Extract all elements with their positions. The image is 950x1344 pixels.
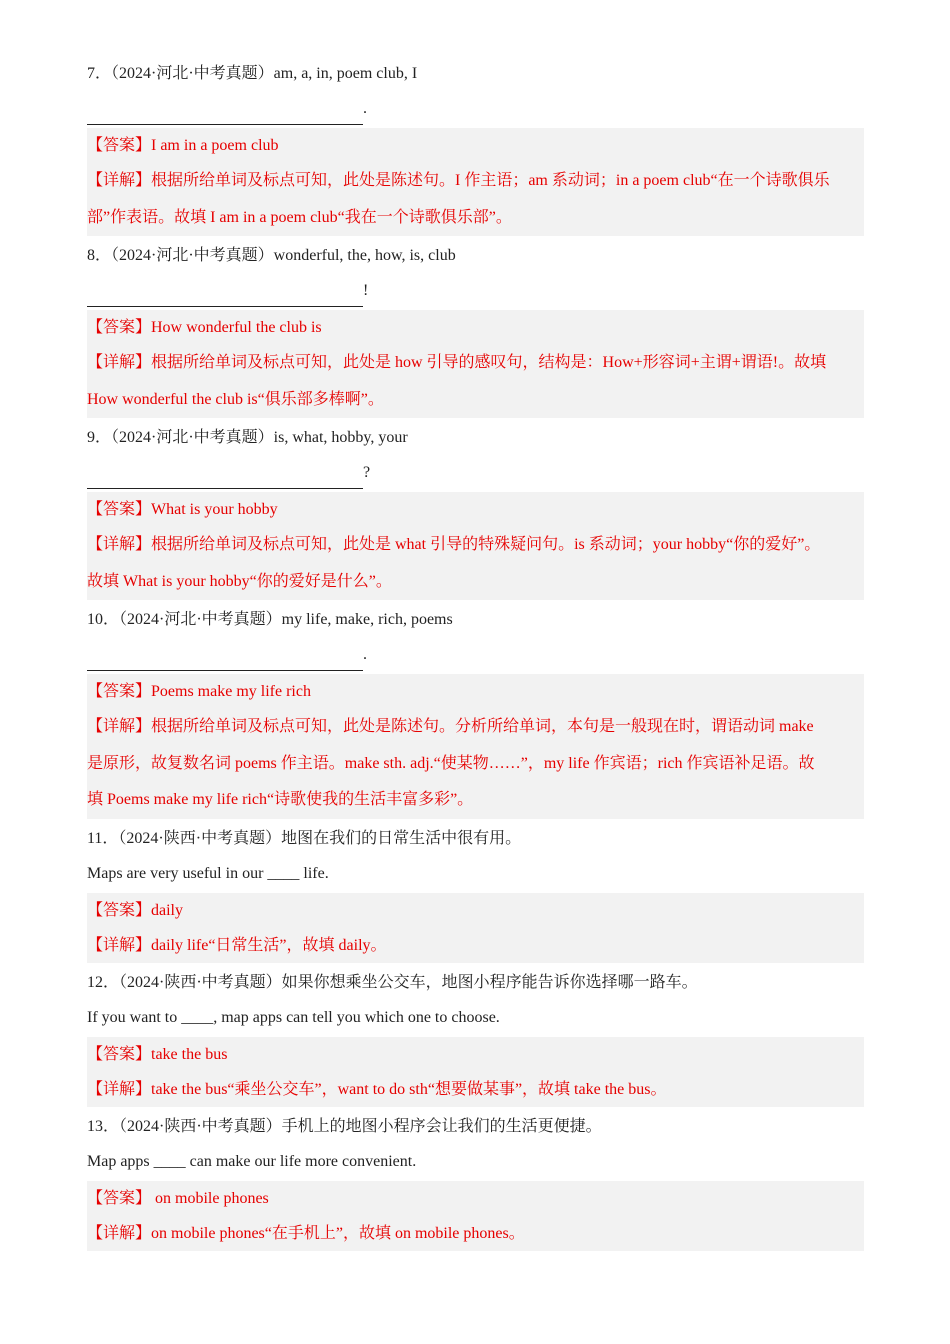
- end-punctuation: ?: [363, 464, 371, 481]
- answer-blank-line: [87, 637, 864, 672]
- question-prompt: 12．（2024·陕西·中考真题）如果你想乘坐公交车，地图小程序能告诉你选择哪一路车。: [87, 973, 698, 991]
- answer-text: 【答案】 on mobile phones: [87, 1189, 269, 1207]
- question-7: [87, 56, 864, 236]
- detail-line: 【详解】on mobile phones“在手机上”，故填 on mobile phones。: [87, 1224, 525, 1242]
- detail-line: 【详解】根据所给单词及标点可知，此处是 how 引导的感叹句，结构是：How+形容词+主谓+谓语!。故填: [87, 354, 827, 371]
- detail-line: 填 Poems make my life rich“诗歌使我的生活丰富多彩”。: [87, 791, 474, 808]
- answer-blank-line: [87, 91, 864, 126]
- detail-line: 是原形，故复数名词 poems 作主语。make sth. adj.“使某物……”，my life 作宾语；rich 作宾语补足语。故: [87, 754, 815, 772]
- question-sentence: Map apps ____ can make our life more convenient.: [87, 1152, 417, 1170]
- document-page: [87, 56, 864, 1253]
- answer-text: 【答案】Poems make my life rich: [87, 683, 311, 700]
- answer-text: 【答案】daily: [87, 901, 183, 919]
- question-9: [87, 420, 864, 600]
- detail-text: [87, 163, 864, 236]
- question-prompt: 7．（2024·河北·中考真题）am, a, in, poem club, I: [87, 65, 418, 82]
- blank-underline: [87, 305, 363, 307]
- end-punctuation: .: [363, 646, 367, 663]
- question-10: [87, 602, 864, 819]
- blank-underline: [87, 123, 363, 125]
- question-prompt: 11．（2024·陕西·中考真题）地图在我们的日常生活中很有用。: [87, 829, 522, 847]
- detail-line: 部”作表语。故填 I am in a poem club“我在一个诗歌俱乐部”。: [87, 208, 512, 226]
- question-12: [87, 965, 864, 1107]
- question-prompt: 8．（2024·河北·中考真题）wonderful, the, how, is, club: [87, 247, 456, 264]
- answer-blank-line: [87, 273, 864, 308]
- answer-text: 【答案】How wonderful the club is: [87, 319, 322, 336]
- detail-text: [87, 527, 864, 600]
- detail-line: 【详解】根据所给单词及标点可知，此处是陈述句。分析所给单词，本句是一般现在时，谓语动词 make: [87, 718, 814, 735]
- answer-box: [87, 1181, 864, 1251]
- blank-underline: [87, 669, 363, 671]
- question-sentence: If you want to ____, map apps can tell you which one to choose.: [87, 1008, 500, 1026]
- end-punctuation: .: [363, 100, 367, 117]
- question-sentence: Maps are very useful in our ____ life.: [87, 864, 329, 882]
- detail-text: [87, 709, 864, 819]
- question-prompt: 9．（2024·河北·中考真题）is, what, hobby, your: [87, 429, 408, 446]
- detail-line: 【详解】根据所给单词及标点可知，此处是陈述句。I 作主语；am 系动词；in a poem club“在一个诗歌俱乐: [87, 172, 830, 189]
- detail-line: 故填 What is your hobby“你的爱好是什么”。: [87, 572, 392, 590]
- detail-line: 【详解】根据所给单词及标点可知，此处是 what 引导的特殊疑问句。is 系动词；your hobby“你的爱好”。: [87, 536, 821, 553]
- detail-text: [87, 345, 864, 418]
- question-prompt: 10．（2024·河北·中考真题）my life, make, rich, poems: [87, 611, 453, 628]
- question-prompt: 13．（2024·陕西·中考真题）手机上的地图小程序会让我们的生活更便捷。: [87, 1117, 602, 1135]
- answer-text: 【答案】I am in a poem club: [87, 137, 279, 154]
- detail-line: 【详解】daily life“日常生活”，故填 daily。: [87, 936, 387, 954]
- question-11: [87, 821, 864, 963]
- answer-box: [87, 674, 864, 819]
- answer-blank-line: [87, 455, 864, 490]
- answer-box: [87, 893, 864, 963]
- blank-underline: [87, 487, 363, 489]
- detail-line: How wonderful the club is“俱乐部多棒啊”。: [87, 390, 384, 408]
- answer-box: [87, 128, 864, 236]
- answer-text: 【答案】take the bus: [87, 1045, 228, 1063]
- answer-box: [87, 492, 864, 600]
- detail-line: 【详解】take the bus“乘坐公交车”，want to do sth“想要做某事”，故填 take the bus。: [87, 1080, 667, 1098]
- answer-box: [87, 310, 864, 418]
- question-13: [87, 1109, 864, 1251]
- answer-box: [87, 1037, 864, 1107]
- end-punctuation: !: [363, 282, 369, 299]
- question-8: [87, 238, 864, 418]
- answer-text: 【答案】What is your hobby: [87, 501, 278, 518]
